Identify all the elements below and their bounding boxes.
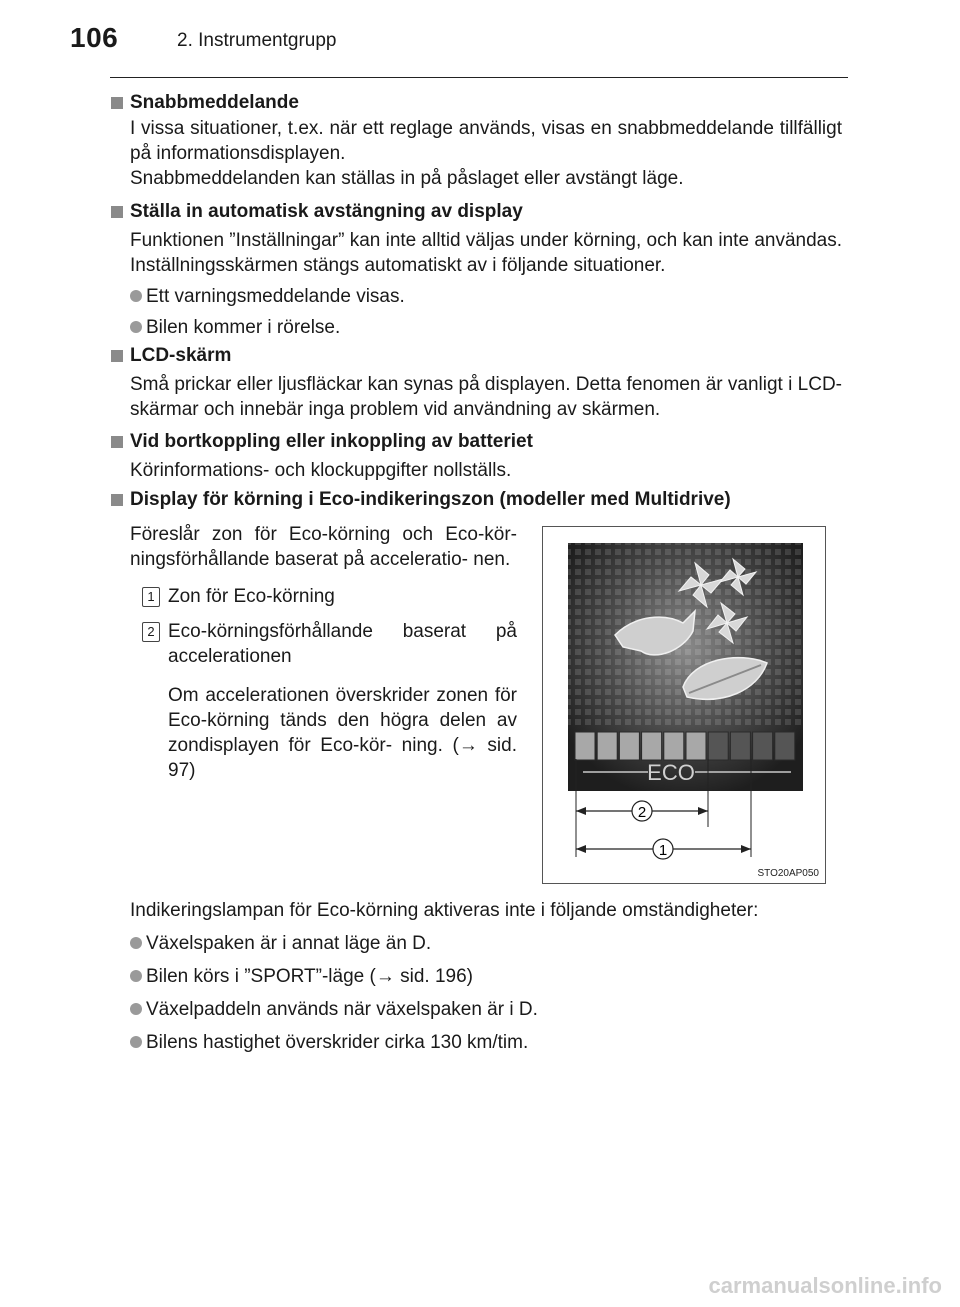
callout-number-2: 2 [142, 622, 160, 642]
eco-zone-figure [542, 526, 826, 884]
eco-label: ECO [647, 760, 695, 785]
list-item: Bilen körs i ”SPORT”-läge (→ sid. 196) [110, 964, 842, 989]
eco-segment [686, 732, 706, 760]
eco-segment [730, 732, 750, 760]
list-item: Bilens hastighet överskrider cirka 130 km/tim. [110, 1030, 842, 1055]
numbered-item-1: 1 Zon för Eco-körning [130, 584, 517, 609]
list-item: Ett varningsmeddelande visas. [110, 284, 842, 309]
section-text: Körinformations- och klockuppgifter nollställs. [130, 460, 512, 481]
eco-text-column [110, 522, 517, 783]
square-bullet-icon [111, 436, 123, 448]
bullet-dot-icon [130, 970, 142, 982]
callout-2: 2 [637, 804, 647, 821]
section-snabbmeddelande [110, 90, 842, 191]
callout-1: 1 [658, 842, 668, 859]
eco-display-illustration [543, 527, 825, 883]
section-text: Funktionen ”Inställningar” kan inte alltid väljas under körning, och kan inte användas. Inställningsskärmen stängs automatiskt av i följande situationer. [130, 230, 842, 276]
list-item: Växelspaken är i annat läge än D. [110, 931, 842, 956]
square-bullet-icon [111, 494, 123, 506]
dimension-arrow-2 [576, 801, 708, 821]
bullet-dot-icon [130, 1003, 142, 1015]
bullet-dot-icon [130, 1036, 142, 1048]
section-eco [110, 487, 842, 513]
bullet-dot-icon [130, 290, 142, 302]
eco-segment [597, 732, 617, 760]
section-text: I vissa situationer, t.ex. när ett reglage används, visas en snabbmeddelande tillfälligt på informationsdisplayen. [130, 118, 842, 164]
eco-segment [575, 732, 595, 760]
section-heading: Display för körning i Eco-indikeringszon (modeller med Multidrive) [110, 487, 842, 513]
eco-intro: Föreslår zon för Eco-körning och Eco-kör- ningsförhållande baserat på acceleratio- nen. [130, 524, 517, 570]
square-bullet-icon [111, 206, 123, 218]
section-heading: Vid bortkoppling eller inkoppling av batteriet [110, 429, 842, 455]
square-bullet-icon [111, 97, 123, 109]
section-text: Små prickar eller ljusfläckar kan synas på displayen. Detta fenomen är vanligt i LCD-skärmar och innebär inga problem vid användning av skärmen. [130, 374, 842, 420]
header-divider [110, 77, 848, 78]
list-item: Bilen kommer i rörelse. [110, 315, 842, 340]
eco-segment [642, 732, 662, 760]
eco-segment [708, 732, 728, 760]
page-number: 106 [70, 22, 119, 53]
eco-segment [775, 732, 795, 760]
bullet-dot-icon [130, 937, 142, 949]
section-battery [110, 429, 842, 483]
dimension-arrow-1 [576, 839, 751, 859]
section-heading: Snabbmeddelande [110, 90, 842, 116]
section-heading: LCD-skärm [110, 343, 842, 369]
square-bullet-icon [111, 350, 123, 362]
section-auto-off [110, 199, 842, 340]
section-eco-conditions [110, 898, 842, 1055]
eco-segment [619, 732, 639, 760]
section-text-2: Snabbmeddelanden kan ställas in på påslaget eller avstängt läge. [130, 168, 684, 189]
section-lcd [110, 343, 842, 422]
callout-number-1: 1 [142, 587, 160, 607]
bullet-dot-icon [130, 321, 142, 333]
watermark: carmanualsonline.info [708, 1273, 942, 1298]
chapter-title: 2. Instrumentgrupp [177, 30, 337, 51]
eco-segment [753, 732, 773, 760]
section-heading: Ställa in automatisk avstängning av display [110, 199, 842, 225]
eco-note: Om accelerationen överskrider zonen för Eco-körning tänds den högra delen av zondisplayen för Eco-kör- ning. (→ sid. 97) [168, 685, 517, 781]
eco-after-text: Indikeringslampan för Eco-körning aktiveras inte i följande omständigheter: [130, 900, 759, 921]
numbered-item-2: 2 Eco-körningsförhållande baserat på accelerationen [130, 619, 517, 669]
list-item: Växelpaddeln används när växelspaken är i D. [110, 997, 842, 1022]
eco-segment [664, 732, 684, 760]
figure-code: STO20AP050 [757, 868, 819, 879]
